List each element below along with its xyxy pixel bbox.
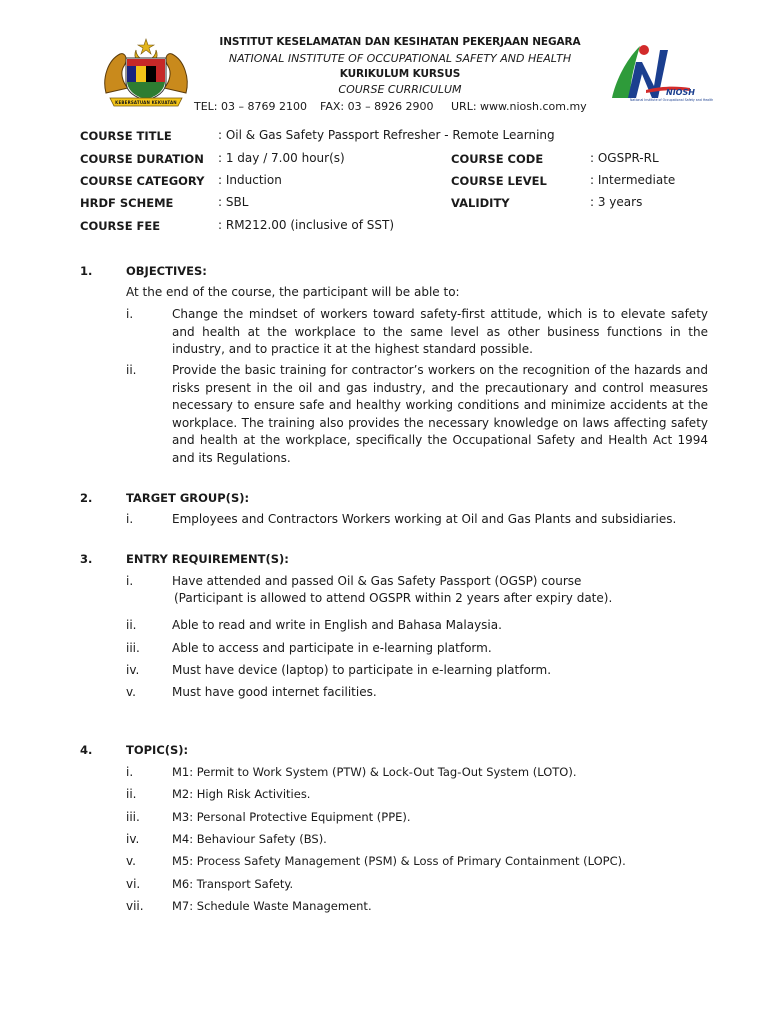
objective-item-number: ii. bbox=[126, 363, 137, 377]
entry-item-number: i. bbox=[126, 574, 134, 588]
entry-item-number: ii. bbox=[126, 618, 137, 632]
objectives-intro: At the end of the course, the participant will be able to: bbox=[126, 285, 460, 299]
crest-motto: KEBERSATUAN KEKUATAN bbox=[115, 100, 177, 105]
entry-item-note: (Participant is allowed to attend OGSPR within 2 years after expiry date). bbox=[174, 591, 613, 605]
validity-label: VALIDITY bbox=[451, 196, 510, 210]
niosh-logo bbox=[606, 40, 714, 106]
section-number-objectives: 1. bbox=[80, 264, 93, 278]
course-title-value: : Oil & Gas Safety Passport Refresher - Remote Learning bbox=[218, 128, 555, 142]
topic-item-text: M4: Behaviour Safety (BS). bbox=[172, 832, 327, 846]
topic-item-text: M2: High Risk Activities. bbox=[172, 787, 311, 801]
document-title-ms: KURIKULUM KURSUS bbox=[339, 68, 461, 80]
topic-item-text: M3: Personal Protective Equipment (PPE). bbox=[172, 810, 411, 824]
target-item-number: i. bbox=[126, 512, 134, 526]
institution-name-ms: INSTITUT KESELAMATAN DAN KESIHATAN PEKERJAAN NEGARA bbox=[219, 36, 581, 48]
course-category-value: : Induction bbox=[218, 173, 282, 187]
coat-of-arms-logo bbox=[100, 38, 192, 108]
section-heading-objectives: OBJECTIVES: bbox=[126, 264, 207, 278]
course-code-value: : OGSPR-RL bbox=[590, 151, 659, 165]
document-title-en: COURSE CURRICULUM bbox=[338, 83, 462, 96]
institution-name-en: NATIONAL INSTITUTE OF OCCUPATIONAL SAFETY AND HEALTH bbox=[228, 52, 572, 65]
niosh-logo-text: NIOSH bbox=[666, 88, 695, 97]
topic-item-number: ii. bbox=[126, 787, 137, 801]
contact-tel: TEL: 03 – 8769 2100 bbox=[194, 100, 307, 113]
topic-item-number: iv. bbox=[126, 832, 140, 846]
entry-item-text: Able to read and write in English and Bahasa Malaysia. bbox=[172, 618, 502, 632]
course-title-label: COURSE TITLE bbox=[80, 129, 172, 143]
entry-item-text: Must have device (laptop) to participate in e-learning platform. bbox=[172, 663, 552, 677]
course-level-value: : Intermediate bbox=[590, 173, 676, 187]
section-heading-entry: ENTRY REQUIREMENT(S): bbox=[126, 552, 289, 566]
topic-item-text: M5: Process Safety Management (PSM) & Loss of Primary Containment (LOPC). bbox=[172, 854, 626, 868]
entry-item-number: iii. bbox=[126, 641, 140, 655]
section-number-entry: 3. bbox=[80, 552, 93, 566]
entry-item-text: Must have good internet facilities. bbox=[172, 685, 377, 699]
validity-value: : 3 years bbox=[590, 195, 643, 209]
section-heading-target-group: TARGET GROUP(S): bbox=[126, 491, 250, 505]
section-number-target-group: 2. bbox=[80, 491, 93, 505]
course-fee-value: : RM212.00 (inclusive of SST) bbox=[218, 218, 395, 232]
objective-item-text: Change the mindset of workers toward safety-first attitude, which is to elevate safety and health at the workplace to the same level as other business functions in the industry, and to practice it at the highest standard possible. bbox=[172, 307, 708, 356]
course-fee-label: COURSE FEE bbox=[80, 219, 161, 233]
topic-item-text: M1: Permit to Work System (PTW) & Lock-Out Tag-Out System (LOTO). bbox=[172, 765, 577, 779]
course-level-label: COURSE LEVEL bbox=[451, 174, 547, 188]
course-duration-value: : 1 day / 7.00 hour(s) bbox=[218, 151, 345, 165]
entry-item-number: iv. bbox=[126, 663, 140, 677]
hrdf-scheme-value: : SBL bbox=[218, 195, 249, 209]
niosh-logo-subtext: National Institute of Occupational Safety and Health bbox=[630, 98, 714, 102]
topic-item-number: vi. bbox=[126, 877, 141, 891]
course-duration-label: COURSE DURATION bbox=[80, 152, 204, 166]
section-heading-topics: TOPIC(S): bbox=[126, 743, 189, 757]
topic-item-text: M7: Schedule Waste Management. bbox=[172, 899, 372, 913]
contact-url: URL: www.niosh.com.my bbox=[451, 100, 587, 113]
objective-item-number: i. bbox=[126, 307, 134, 321]
topic-item-number: iii. bbox=[126, 810, 140, 824]
contact-fax: FAX: 03 – 8926 2900 bbox=[320, 100, 434, 113]
entry-item-number: v. bbox=[126, 685, 136, 699]
objective-item-text: Provide the basic training for contractor’s workers on the recognition of the hazards and risks present in the oil and gas industry, and the precautionary and control measures necessary to ensure safe and healthy working conditions and minimize accidents at the workplace. The training also provides the necessary knowledge on laws affecting safety and health at the workplace, specifically the Occupational Safety and Health Act 1994 and its Regulations. bbox=[172, 363, 708, 465]
topic-item-number: i. bbox=[126, 765, 134, 779]
course-category-label: COURSE CATEGORY bbox=[80, 174, 205, 188]
topic-item-number: vii. bbox=[126, 899, 144, 913]
entry-item-text: Able to access and participate in e-learning platform. bbox=[172, 641, 492, 655]
topic-item-number: v. bbox=[126, 854, 136, 868]
course-code-label: COURSE CODE bbox=[451, 152, 544, 166]
section-number-topics: 4. bbox=[80, 743, 93, 757]
entry-item-text: Have attended and passed Oil & Gas Safety Passport (OGSP) course bbox=[172, 574, 582, 588]
target-item-text: Employees and Contractors Workers working at Oil and Gas Plants and subsidiaries. bbox=[172, 512, 677, 526]
topic-item-text: M6: Transport Safety. bbox=[172, 877, 294, 891]
hrdf-scheme-label: HRDF SCHEME bbox=[80, 196, 174, 210]
